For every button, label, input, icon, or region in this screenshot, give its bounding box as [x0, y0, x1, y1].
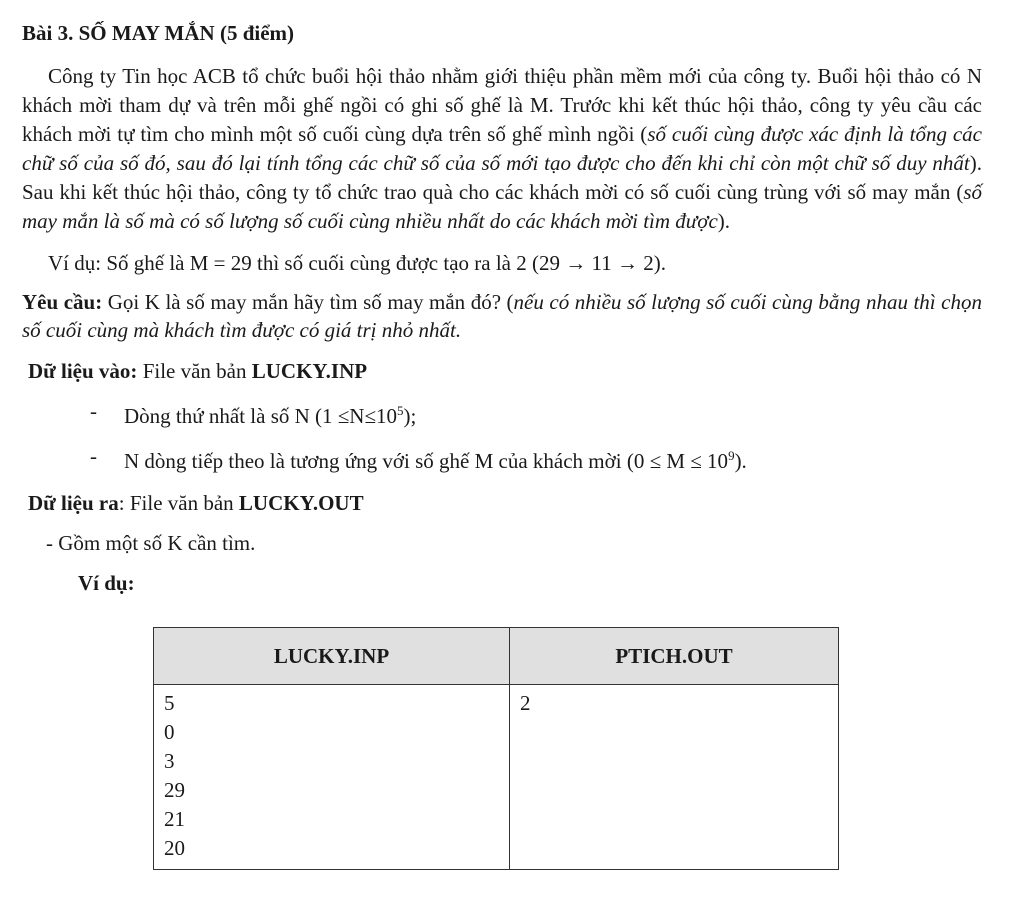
- requirement-text: Gọi K là số may mắn hãy tìm số may mắn đó? (: [102, 290, 514, 314]
- intro-italic-1: số cuối cùng được xác định là tổng các chữ số của số đó, sau đó lại tính tổng các chữ số của số mới tạo được cho đến khi chỉ còn một chữ số duy nhất: [22, 122, 982, 175]
- bullet-text: [124, 396, 416, 431]
- requirement-italic: nếu có nhiều số lượng số cuối cùng bằng nhau thì chọn số cuối cùng mà khách tìm được có giá trị nhỏ nhất.: [22, 290, 982, 342]
- input-line: 5: [164, 691, 175, 715]
- requirement-label: Yêu cầu:: [22, 290, 103, 314]
- bullet-exponent: 5: [397, 403, 404, 418]
- output-line: 2: [520, 691, 531, 715]
- bullet-text-post: );: [403, 404, 417, 428]
- intro-text-3: ).: [717, 209, 731, 233]
- bullet-text-post: ).: [734, 449, 747, 473]
- bullet-dash: -: [90, 399, 97, 423]
- bullet-dash: -: [90, 444, 97, 468]
- intro-italic-2: số may mắn là số mà có số lượng số cuối cùng nhiều nhất do các khách mời tìm được: [22, 180, 982, 233]
- input-text: File văn bản: [137, 359, 252, 383]
- input-line: 3: [164, 749, 175, 773]
- output-label: Dữ liệu ra: [28, 491, 119, 515]
- output-column-header: PTICH.OUT: [510, 628, 839, 685]
- input-line: 0: [164, 720, 175, 744]
- input-file-name: LUCKY.INP: [251, 359, 368, 383]
- requirement-paragraph: [22, 288, 982, 344]
- table-row: [154, 685, 839, 870]
- output-file-name: LUCKY.OUT: [238, 491, 364, 515]
- input-column-header: LUCKY.INP: [154, 628, 510, 685]
- document-page: [22, 14, 982, 598]
- example-io-table: [153, 627, 839, 870]
- output-description: - Gồm một số K cần tìm.: [46, 531, 256, 555]
- input-line: 29: [164, 778, 185, 802]
- table-header-row: [154, 628, 839, 685]
- input-cell: [154, 685, 510, 870]
- input-line: 21: [164, 807, 185, 831]
- output-section-heading: [28, 488, 982, 518]
- intro-paragraph: [22, 62, 982, 236]
- bullet-text-pre: Dòng thứ nhất là số N (1 ≤N≤10: [124, 404, 397, 428]
- bullet-text-pre: N dòng tiếp theo là tương ứng với số ghế M của khách mời (0 ≤ M ≤ 10: [124, 449, 729, 473]
- example-heading: Ví dụ:: [78, 571, 135, 595]
- input-line: 20: [164, 836, 185, 860]
- problem-title: Bài 3. SỐ MAY MẮN (5 điểm): [22, 21, 295, 45]
- output-cell: [510, 685, 839, 870]
- intro-text-2: ). Sau khi kết thúc hội thảo, công ty tổ chức trao quà cho các khách mời có số cuối cùng trùng với số may mắn (: [22, 151, 982, 204]
- input-section-heading: [28, 356, 982, 386]
- intro-text-1: Công ty Tin học ACB tổ chức buổi hội thảo nhằm giới thiệu phần mềm mới của công ty. Buổi hội thảo có N khách mời tham dự và trên mỗi ghế ngồi có ghi số ghế là M. Trước khi kết thúc hội thảo, công ty yêu cầu các khách mời tự tìm cho mình một số cuối cùng dựa trên số ghế mình ngồi (: [22, 64, 982, 146]
- output-text: : File văn bản: [118, 491, 239, 515]
- input-bullet-1: [90, 396, 982, 431]
- input-label: Dữ liệu vào:: [28, 359, 138, 383]
- input-bullet-2: [90, 441, 982, 476]
- bullet-exponent: 9: [728, 448, 735, 463]
- bullet-text: [124, 441, 747, 476]
- example-sentence: Ví dụ: Số ghế là M = 29 thì số cuối cùng được tạo ra là 2 (29 → 11 → 2).: [48, 251, 666, 275]
